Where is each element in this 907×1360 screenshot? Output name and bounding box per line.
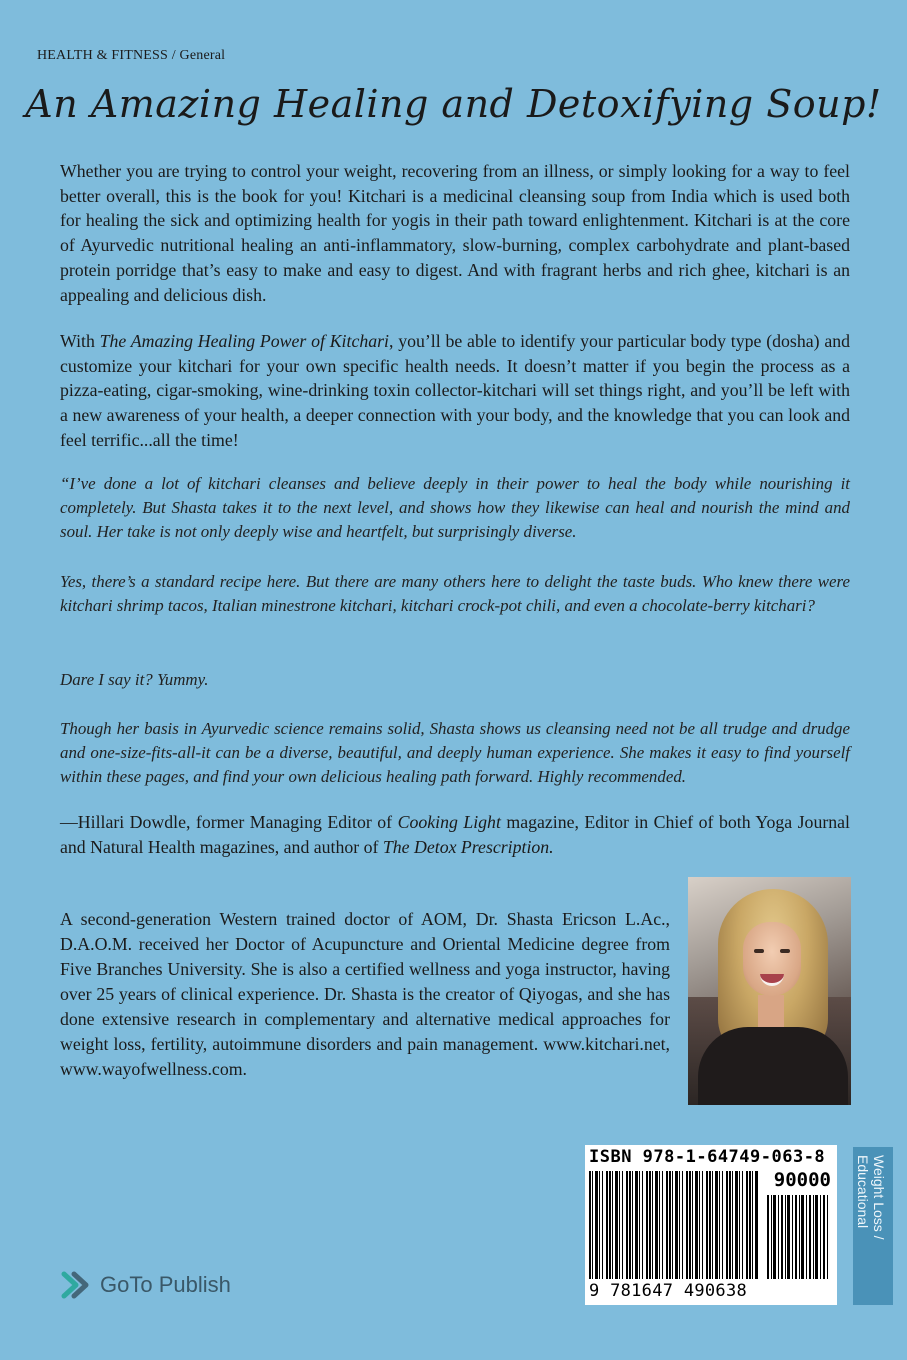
testimonial-paragraph-1: “I’ve done a lot of kitchari cleanses and believe deeply in their power to heal the body while nourishing it completely. But Shasta takes it to the next level, and shows how they likewise can heal and nourish the mind and soul. Her take is not only deeply wise and heartfelt, but surprisingly diverse. (60, 474, 850, 541)
barcode-addon-bars (767, 1195, 829, 1279)
testimonial-paragraph-3: Dare I say it? Yummy. (60, 670, 209, 689)
paragraph-2-rest: , you’ll be able to identify your particular body type (dosha) and customize your kitchari for your own specific health needs. It doesn’t matter if you begin the process as a pizza-eating, cigar-smoking, wine-drinking toxin collector-kitchari will set things right, and you’ll be left with a new awareness of your health, a deeper connection with your body, and the knowledge that you can look and feel terrific...all the time! (60, 331, 850, 450)
paragraph-2-lead: With (60, 331, 100, 351)
publisher-name: GoTo Publish (100, 1272, 231, 1297)
barcode-bars (589, 1171, 759, 1279)
testimonial-paragraph-2: Yes, there’s a standard recipe here. But there are many others here to delight the taste buds. Who knew there were kitchari shrimp tacos, Italian minestrone kitchari, kitchari crock-pot chili, and even a chocolate-berry kitchari? (60, 572, 850, 615)
isbn-barcode (585, 1145, 837, 1305)
magazine-title: Cooking Light (397, 812, 501, 832)
isbn-number: ISBN 978-1-64749-063-8 (589, 1147, 826, 1167)
testimonial-attribution (60, 810, 850, 859)
genre-tab-label: Weight Loss / Educational (855, 1155, 887, 1240)
publisher-logo (60, 1268, 231, 1302)
publisher-arrow-icon (60, 1268, 94, 1302)
author-photo (688, 877, 851, 1105)
genre-tab (853, 1147, 893, 1305)
attribution-part-2: magazine, Editor in Chief of both Yoga Journal and Natural Health magazines, and author of (60, 812, 850, 857)
price-code: 90000 (773, 1169, 831, 1191)
testimonial-paragraph-4: Though her basis in Ayurvedic science remains solid, Shasta shows us cleansing need not be all trudge and drudge and one-size-fits-all-it can be a diverse, beautiful, and deeply human experience. She makes it easy to find yourself within these pages, and find your own delicious healing path forward. Highly recommended. (60, 719, 850, 786)
description-paragraph-2 (60, 329, 850, 453)
author-bio: A second-generation Western trained doctor of AOM, Dr. Shasta Ericson L.Ac., D.A.O.M. received her Doctor of Acupuncture and Oriental Medicine degree from Five Branches University. She is also a certified wellness and yoga instructor, having over 25 years of clinical experience. Dr. Shasta is the creator of Qiyogas, and she has done extensive research in complementary and alternative medical approaches for weight loss, fertility, autoimmune disorders and pain management. www.kitchari.net, www.wayofwellness.com. (60, 909, 670, 1079)
attribution-part-1: —Hillari Dowdle, former Managing Editor of (60, 812, 398, 832)
category-label: HEALTH & FITNESS / General (37, 48, 226, 63)
description-paragraph-1: Whether you are trying to control your weight, recovering from an illness, or simply looking for a way to feel better overall, this is the book for you! Kitchari is a medicinal cleansing soup from India which is used both for healing the sick and optimizing health for yogis in their path toward enlightenment. Kitchari is at the core of Ayurvedic nutritional healing an anti-inflammatory, slow-burning, complex carbohydrate and plant-based protein porridge that’s easy to make and easy to digest. And with fragrant herbs and rich ghee, kitchari is an appealing and delicious dish. (60, 161, 850, 305)
headline: An Amazing Healing and Detoxifying Soup! (25, 82, 882, 126)
book-title: The Detox Prescription. (382, 836, 554, 857)
book-title-inline: The Amazing Healing Power of Kitchari (99, 331, 389, 351)
ean-number: 9 781647 490638 (589, 1281, 748, 1301)
